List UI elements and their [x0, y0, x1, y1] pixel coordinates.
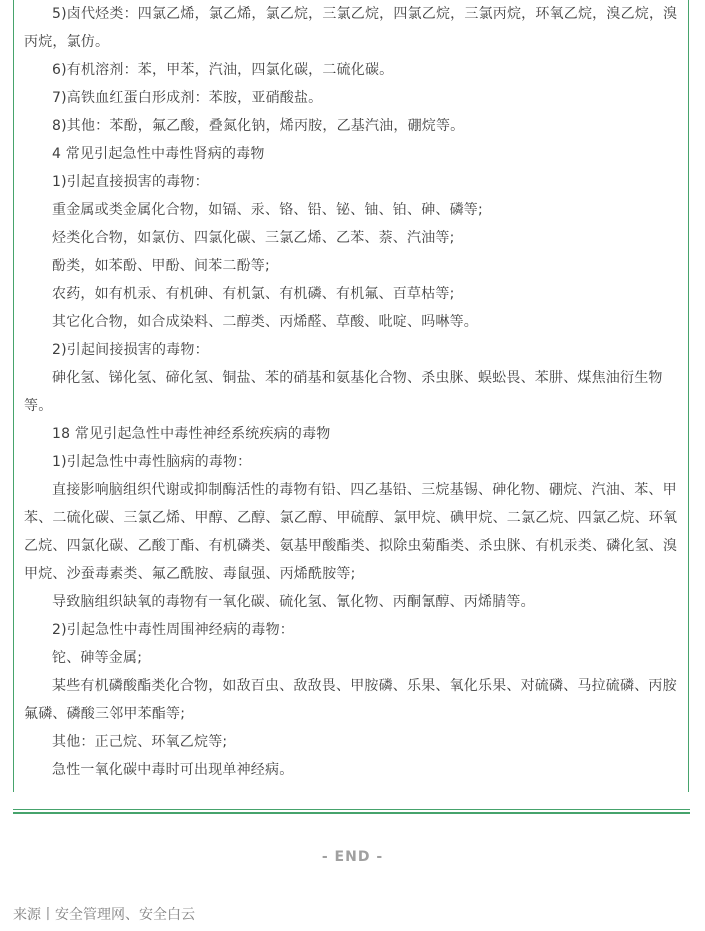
article-line: 直接影响脑组织代谢或抑制酶活性的毒物有铅、四乙基铅、三烷基锡、砷化物、硼烷、汽油、苯、甲: [52, 482, 677, 498]
article-line: 8)其他：苯酚，氟乙酸，叠氮化钠，烯丙胺，乙基汽油，硼烷等。: [52, 118, 465, 134]
article-line: 1)引起直接损害的毒物：: [52, 174, 209, 190]
source-attribution: 来源丨安全管理网、安全白云: [13, 907, 195, 923]
article-line: 苯、二硫化碳、三氯乙烯、甲醇、乙醇、氯乙醇、甲硫醇、氯甲烷、碘甲烷、二氯乙烷、四氯乙烷、环氧: [24, 510, 678, 526]
article-line: 2)引起急性中毒性周围神经病的毒物：: [52, 622, 294, 638]
article-line: 急性一氧化碳中毒时可出现单神经病。: [52, 762, 294, 778]
article-line: 等。: [24, 398, 53, 414]
article-line: 5)卤代烃类：四氯乙烯，氯乙烯，氯乙烷，三氯乙烷，四氯乙烷，三氯丙烷，环氧乙烷，溴乙烷，溴: [52, 6, 678, 22]
article-line: 4 常见引起急性中毒性肾病的毒物: [52, 146, 265, 162]
article-line: 重金属或类金属化合物，如镉、汞、铬、铅、铋、铀、铂、砷、磷等;: [52, 202, 483, 218]
article-line: 导致脑组织缺氧的毒物有一氧化碳、硫化氢、氰化物、丙酮氰醇、丙烯腈等。: [52, 594, 535, 610]
article-line: 甲烷、沙蚕毒素类、氟乙酰胺、毒鼠强、丙烯酰胺等;: [24, 566, 356, 582]
article-line: 农药，如有机汞、有机砷、有机氯、有机磷、有机氟、百草枯等;: [52, 286, 455, 302]
article-line: 6)有机溶剂：苯，甲苯，汽油，四氯化碳，二硫化碳。: [52, 62, 394, 78]
article-line: 18 常见引起急性中毒性神经系统疾病的毒物: [52, 426, 331, 442]
article-line: 某些有机磷酸酯类化合物，如敌百虫、敌敌畏、甲胺磷、乐果、氧化乐果、对硫磷、马拉硫磷、丙胺: [52, 678, 677, 694]
article-line: 酚类，如苯酚、甲酚、间苯二酚等;: [52, 258, 270, 274]
article-line: 7)高铁血红蛋白形成剂：苯胺，亚硝酸盐。: [52, 90, 323, 106]
article-line: 其他：正己烷、环氧乙烷等;: [52, 734, 228, 750]
article-body: [24, 0, 686, 784]
article-line: 1)引起急性中毒性脑病的毒物：: [52, 454, 252, 470]
section-divider: [13, 809, 690, 814]
article-line: 铊、砷等金属;: [52, 650, 143, 666]
article-line: 乙烷、四氯化碳、乙酸丁酯、有机磷类、氨基甲酸酯类、拟除虫菊酯类、杀虫脒、有机汞类、磷化氢、溴: [24, 538, 678, 554]
article-line: 砷化氢、锑化氢、碲化氢、铜盐、苯的硝基和氨基化合物、杀虫脒、蜈蚣畏、苯肼、煤焦油衍生物: [52, 370, 663, 386]
article-line: 2)引起间接损害的毒物：: [52, 342, 209, 358]
end-marker: - END -: [321, 849, 384, 865]
article-line: 丙烷，氯仿。: [24, 34, 110, 50]
article-line: 烃类化合物，如氯仿、四氯化碳、三氯乙烯、乙苯、萘、汽油等;: [52, 230, 455, 246]
article-line: 其它化合物，如合成染料、二醇类、丙烯醛、草酸、吡啶、吗啉等。: [52, 314, 478, 330]
article-content-box: [13, 0, 689, 792]
article-line: 氟磷、磷酸三邻甲苯酯等;: [24, 706, 186, 722]
